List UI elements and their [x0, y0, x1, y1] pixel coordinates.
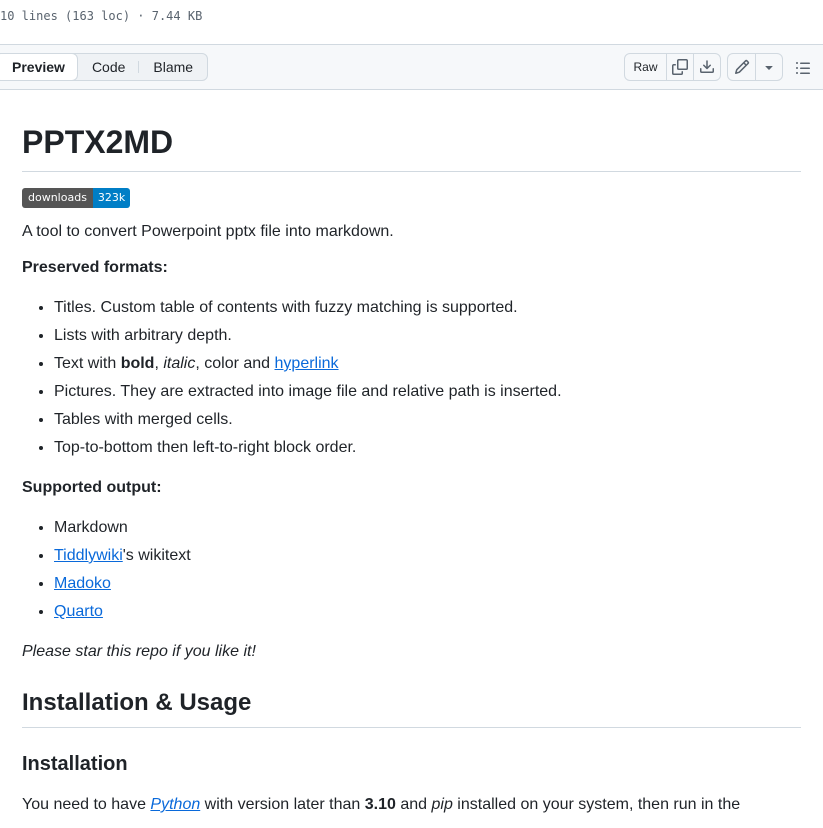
edit-file-button[interactable] [728, 54, 755, 80]
tab-code[interactable]: Code [78, 54, 139, 80]
copy-icon [672, 59, 688, 75]
pencil-icon [734, 59, 750, 75]
list-item: • Titles. Custom table of contents with fuzzy matching is supported. [54, 296, 801, 320]
downloads-badge[interactable] [22, 188, 130, 208]
installation-usage-heading: Installation & Usage [22, 688, 801, 728]
list-item [54, 600, 801, 624]
supported-output-list [22, 516, 801, 624]
python-link[interactable]: Python [150, 796, 201, 813]
list-item: • Lists with arbitrary depth. [54, 324, 801, 348]
file-info: 10 lines (163 loc) · 7.44 KB [0, 9, 203, 23]
list-item: • Top-to-bottom then left-to-right block order. [54, 436, 801, 460]
list-item: • Markdown [54, 516, 801, 540]
list-item: • Tiddlywiki's wikitext [54, 544, 801, 568]
badge-label: downloads [22, 188, 93, 208]
tiddlywiki-link[interactable]: Tiddlywiki [54, 547, 123, 564]
file-toolbar [0, 44, 823, 90]
list-item: • Text with bold, italic, color and hyperlink [54, 352, 801, 376]
install-paragraph: You need to have Python with version later than 3.10 and pip installed on your system, then run in the [22, 796, 741, 813]
installation-heading: Installation [22, 753, 128, 775]
file-actions-group [624, 53, 721, 81]
quarto-link[interactable]: Quarto [54, 603, 103, 620]
madoko-link[interactable]: Madoko [54, 575, 111, 592]
outline-button[interactable] [791, 58, 815, 78]
raw-button[interactable]: Raw [633, 60, 658, 74]
list-item: • Tables with merged cells. [54, 408, 801, 432]
hyperlink-link[interactable]: hyperlink [274, 355, 339, 372]
more-edit-options-button[interactable] [755, 54, 782, 80]
pip-text: pip [431, 796, 453, 813]
version-text: 3.10 [364, 796, 396, 813]
star-note: Please star this repo if you like it! [22, 643, 256, 660]
supported-output-heading: Supported output: [22, 479, 162, 496]
preserved-formats-heading: Preserved formats: [22, 259, 168, 276]
readme-title: PPTX2MD [22, 122, 801, 172]
download-icon [699, 59, 715, 75]
badge-value: 323k [93, 188, 130, 208]
tab-preview[interactable]: Preview [0, 53, 78, 81]
copy-raw-button[interactable] [666, 54, 693, 80]
edit-actions-group [727, 53, 783, 81]
preserved-formats-list [22, 296, 801, 460]
triangle-down-icon [761, 59, 777, 75]
tab-blame[interactable]: Blame [153, 59, 194, 75]
download-raw-button[interactable] [693, 54, 720, 80]
bold-text: bold [120, 355, 155, 372]
view-mode-switch [0, 53, 208, 81]
intro-paragraph: A tool to convert Powerpoint pptx file into markdown. [22, 223, 394, 240]
italic-text: italic [163, 355, 196, 372]
list-item [54, 572, 801, 596]
readme-article [22, 90, 801, 817]
list-unordered-icon [795, 60, 811, 76]
list-item: • Pictures. They are extracted into image file and relative path is inserted. [54, 380, 801, 404]
